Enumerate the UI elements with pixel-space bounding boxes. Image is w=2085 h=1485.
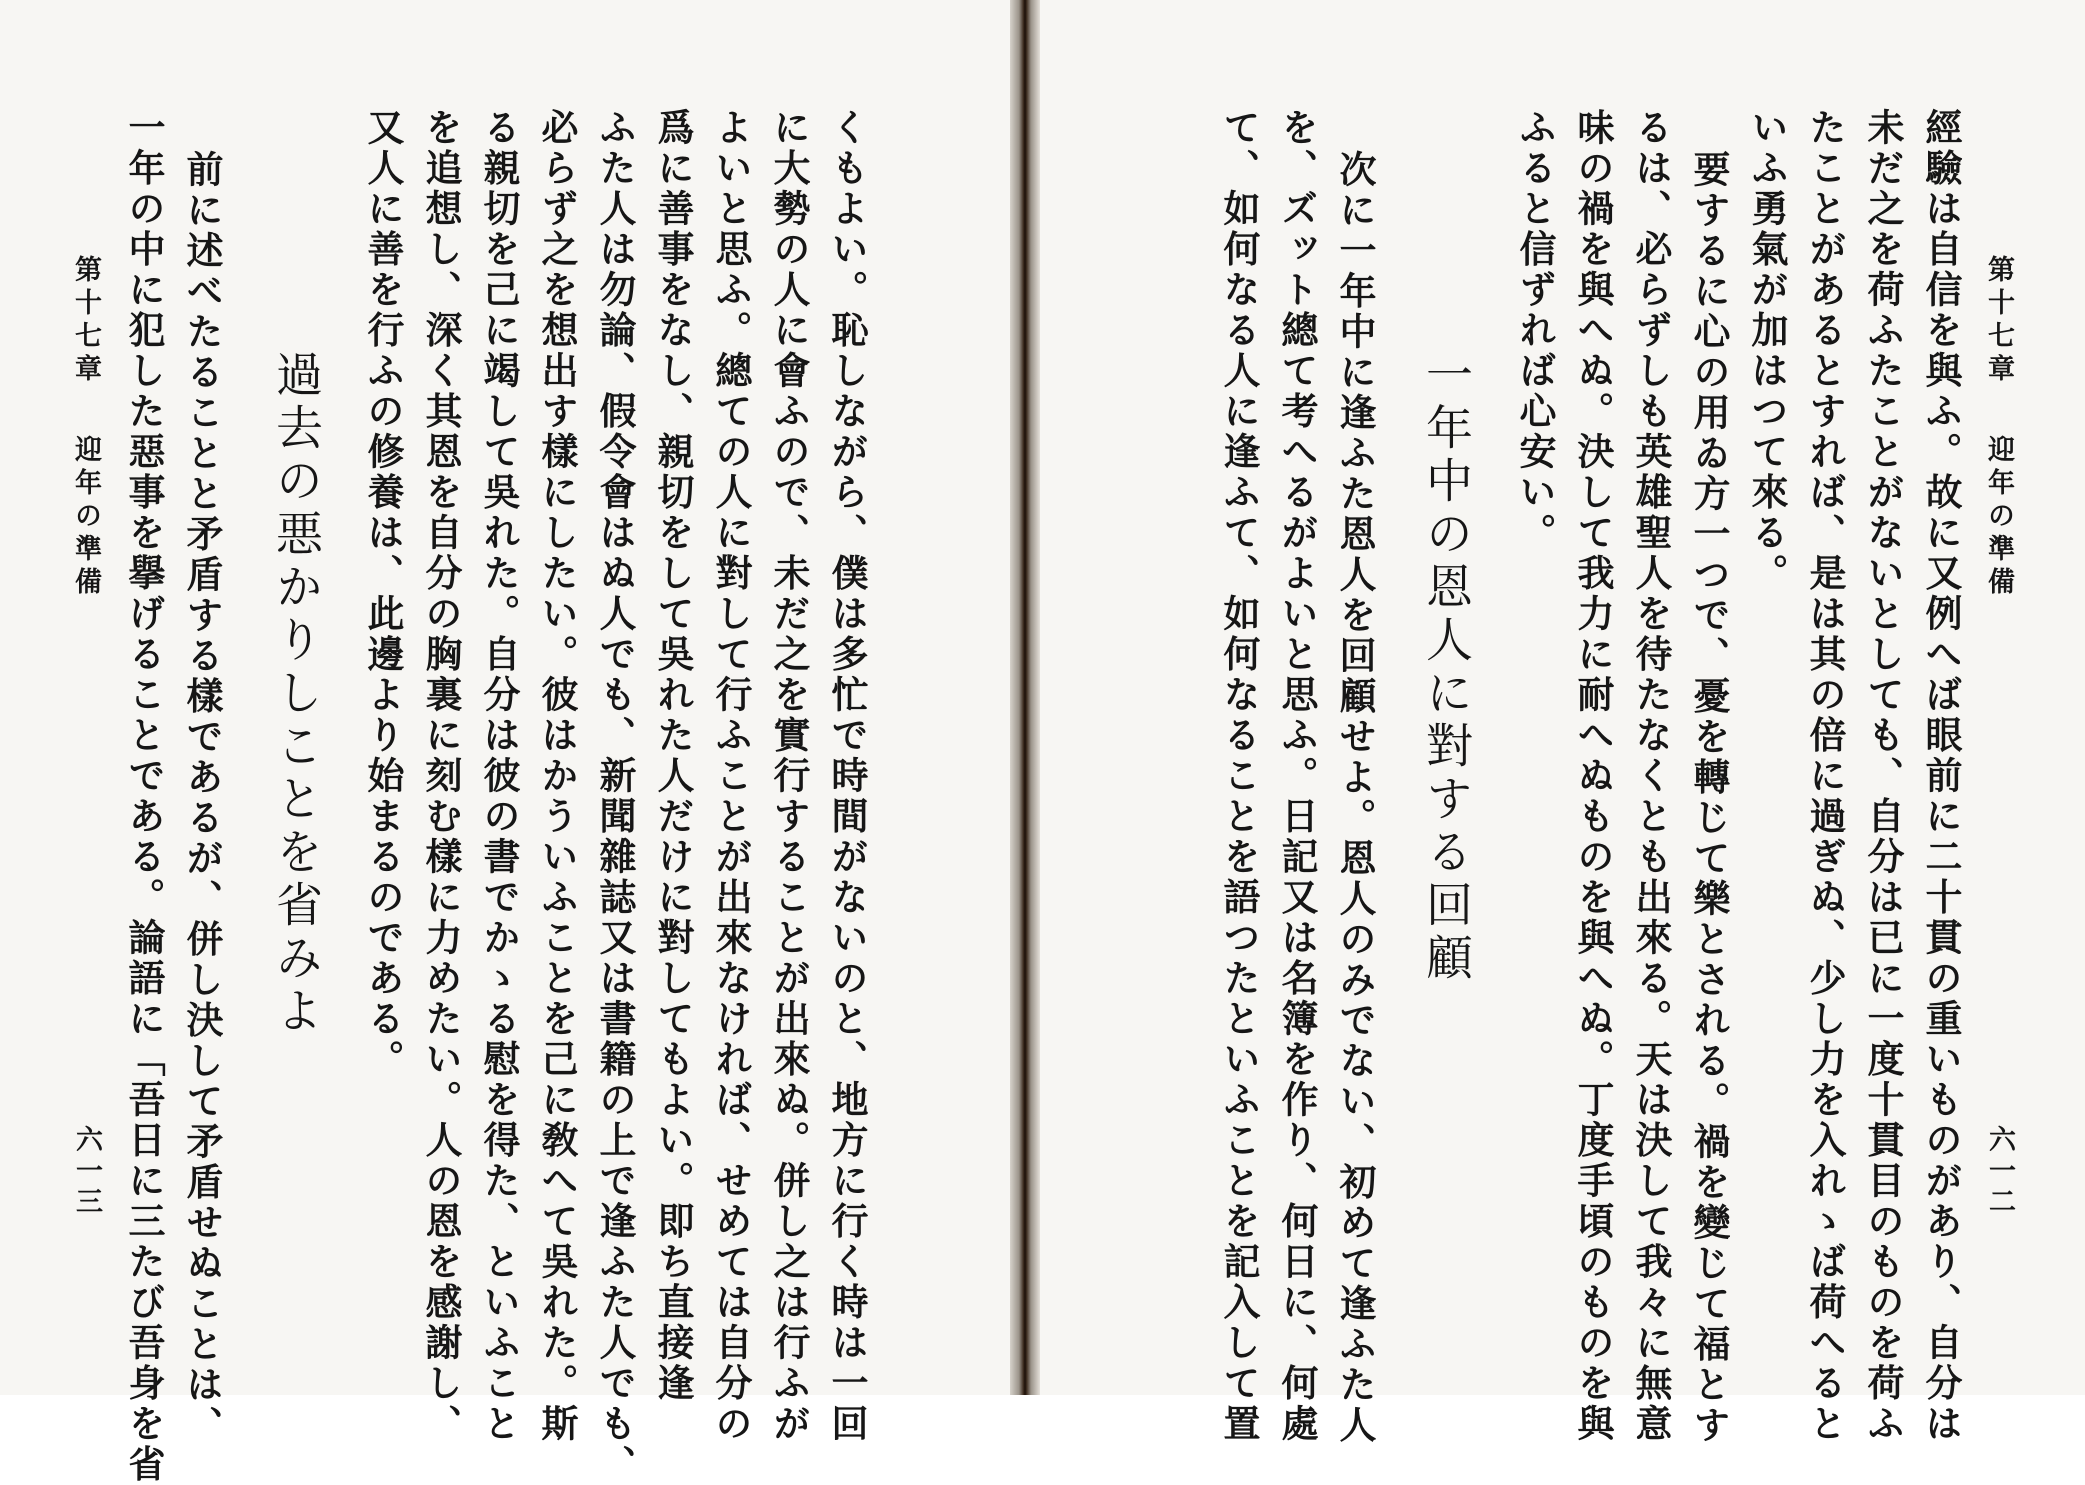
right-page-number: 六一二 [1984,1125,2015,1218]
right-body-line-2: 未だ之を荷ふたことがないとしても、自分は已に一度十貫目のものを荷ふ [1861,108,1905,1445]
right-body-line-6: るは、必らずしも英雄聖人を待たなくとも出來る。天は決して我々に無意 [1629,108,1673,1445]
right-header-chapter: 第十七章 [1983,255,2014,387]
left-header-title: 迎年の準備 [70,435,101,600]
left-running-header [72,255,99,600]
right-body-line-4: いふ勇氣が加はつて來る。 [1745,108,1789,594]
left-body-line-9: 又人に善を行ふの修養は、此邊より始まるのである。 [361,108,405,1080]
right-body-line-9: 次に一年中に逢ふた恩人を回顧せよ。恩人のみでない、初めて逢ふた人 [1333,150,1377,1446]
left-body-line-4: 爲に善事をなし、親切をして吳れた人だけに對してもよい。即ち直接逢 [651,108,695,1404]
left-section-heading: 過去の悪かりしことを省みよ [268,350,323,1039]
right-body-line-11: て、如何なる人に逢ふて、如何なることを語つたといふことを記入して置 [1217,108,1261,1445]
right-section-heading: 一年中の恩人に對する回顧 [1418,350,1473,986]
right-body-line-10: を、ズット總て考へるがよいと思ふ。日記又は名簿を作り、何日に、何處 [1275,108,1319,1445]
left-body-line-10: 前に述べたることと矛盾する樣であるが、併し決して矛盾せぬことは、 [180,150,224,1446]
left-body-line-2: に大勢の人に會ふので、未だ之を實行することが出來ぬ。併し之は行ふが [767,108,811,1445]
right-header-title: 迎年の準備 [1983,435,2014,600]
right-page [1040,0,2085,1446]
left-body-line-7: る親切を己に竭して吳れた。自分は彼の書でかゝる慰を得た、といふこと [477,108,521,1445]
right-body-line-5: 要するに心の用ゐ方一つで、憂を轉じて樂とされる。禍を變じて福とす [1687,150,1731,1446]
right-body-line-7: 味の禍を與へぬ。決して我力に耐へぬものを與へぬ。丁度手頃のものを與 [1571,108,1615,1445]
right-body-line-3: たことがあるとすれば、是は其の倍に過ぎぬ、少し力を入れゝば荷へると [1803,108,1847,1445]
left-body-line-1: くもよい。恥しながら、僕は多忙で時間がないのと、地方に行く時は一回 [825,108,869,1445]
right-body-line-1: 經驗は自信を與ふ。故に又例へば眼前に二十貫の重いものがあり、自分は [1919,108,1963,1445]
left-body-line-5: ふた人は勿論、假令會はぬ人でも、新聞雜誌又は書籍の上で逢ふた人でも、 [593,108,637,1485]
left-header-chapter: 第十七章 [70,255,101,387]
left-body-line-3: よいと思ふ。總ての人に對して行ふことが出來なければ、せめては自分の [709,108,753,1445]
left-body-line-6: 必らず之を想出す樣にしたい。彼はかういふことを己に敎へて吳れた。斯 [535,108,579,1445]
book-gutter [1010,0,1040,1395]
left-body-line-8: を追想し、深く其恩を自分の胸裏に刻む樣に力めたい。人の恩を感謝し、 [419,108,463,1445]
left-page-number: 六一三 [71,1125,102,1218]
right-running-header [1985,255,2012,600]
right-body-line-8: ふると信ずれば心安い。 [1513,108,1557,554]
left-page [0,0,1010,1485]
left-body-line-11: 一年の中に犯した惡事を擧げることである。論語に「吾日に三たび吾身を省 [122,108,166,1485]
